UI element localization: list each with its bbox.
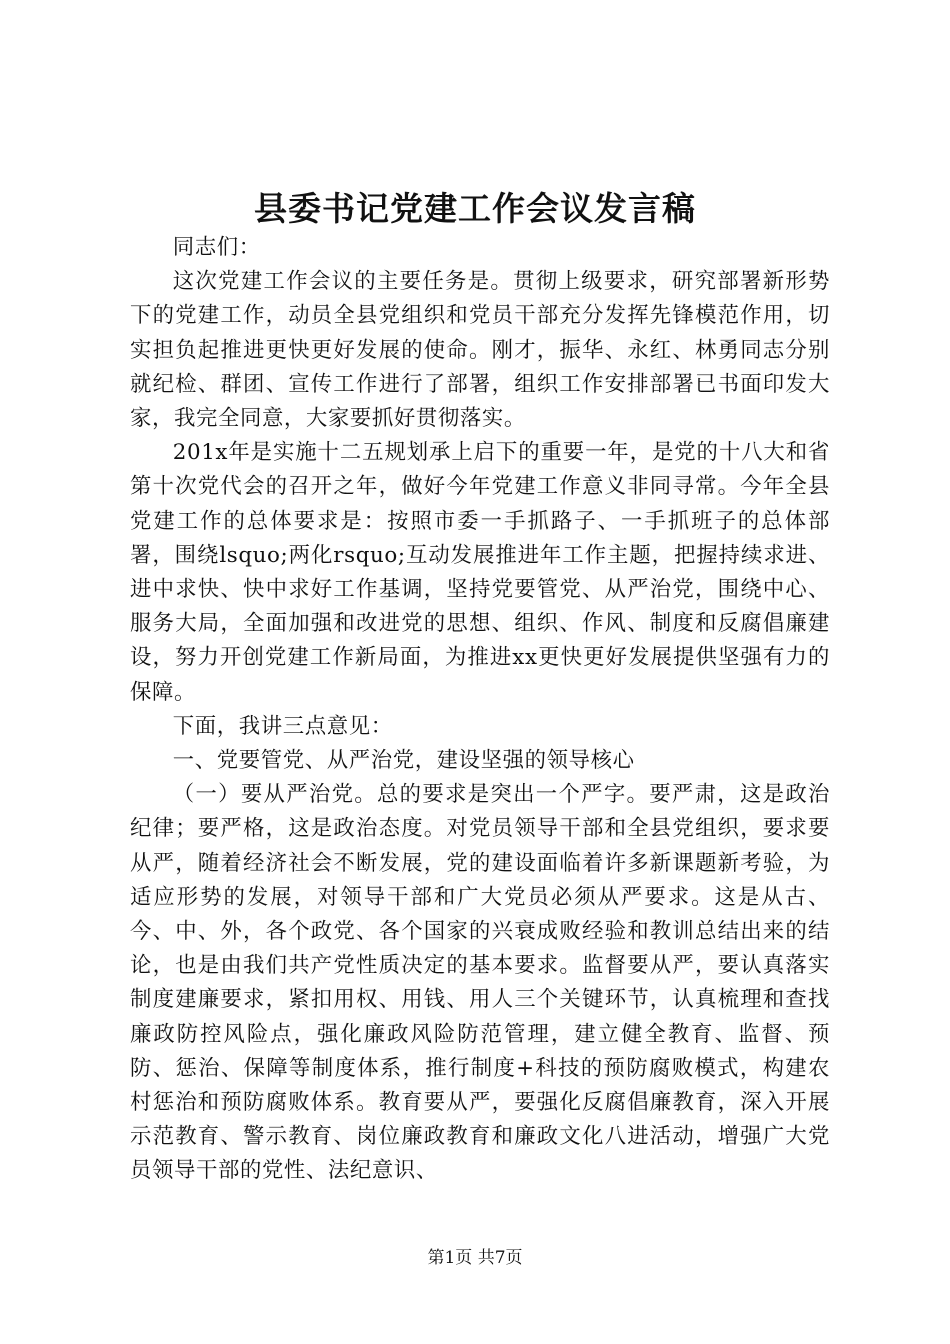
body-paragraph: 这次党建工作会议的主要任务是。贯彻上级要求，研究部署新形势下的党建工作，动员全县党组织和党员干部充分发挥先锋模范作用，切实担负起推进更快更好发展的使命。刚才，振华、永红、林勇同志分别就纪检、群团、宣传工作进行了部署，组织工作安排部署已书面印发大家，我完全同意，大家要抓好贯彻落实。 <box>130 269 830 432</box>
document-body <box>130 231 830 1189</box>
salutation-paragraph: 同志们： <box>172 235 261 260</box>
body-paragraph: 下面，我讲三点意见： <box>172 713 393 739</box>
body-paragraph: 201x年是实施十二五规划承上启下的重要一年，是党的十八大和省第十次党代会的召开之年，做好今年党建工作意义非同寻常。今年全县党建工作的总体要求是：按照市委一手抓路子、一手抓班子的总体部署，围绕lsquo;两化rsquo;互动发展推进年工作主题，把握持续求进、进中求快、快中求好工作基调，坚持党要管党、从严治党，围绕中心、服务大局，全面加强和改进党的思想、组织、作风、制度和反腐倡廉建设，努力开创党建工作新局面，为推进xx更快更好发展提供坚强有力的保障。 <box>130 440 830 705</box>
page-number-footer: 第1页 共7页 <box>427 1248 523 1268</box>
section-heading: 一、党要管党、从严治党，建设坚强的领导核心 <box>172 748 635 774</box>
document-title: 县委书记党建工作会议发言稿 <box>254 189 696 228</box>
body-paragraph: （一）要从严治党。总的要求是突出一个严字。要严肃，这是政治纪律；要严格，这是政治态度。对党员领导干部和全县党组织，要求要从严，随着经济社会不断发展，党的建设面临着许多新课题新考验，为适应形势的发展，对领导干部和广大党员必须从严要求。这是从古、今、中、外，各个政党、各个国家的兴衰成败经验和教训总结出来的结论，也是由我们共产党性质决定的基本要求。监督要从严，要认真落实制度建廉要求，紧扣用权、用钱、用人三个关键环节，认真梳理和查找廉政防控风险点，强化廉政风险防范管理，建立健全教育、监督、预防、惩治、保障等制度体系，推行制度+科技的预防腐败模式，构建农村惩治和预防腐败体系。教育要从严，要强化反腐倡廉教育，深入开展示范教育、警示教育、岗位廉政教育和廉政文化八进活动，增强广大党员领导干部的党性、法纪意识、 <box>130 782 830 1184</box>
